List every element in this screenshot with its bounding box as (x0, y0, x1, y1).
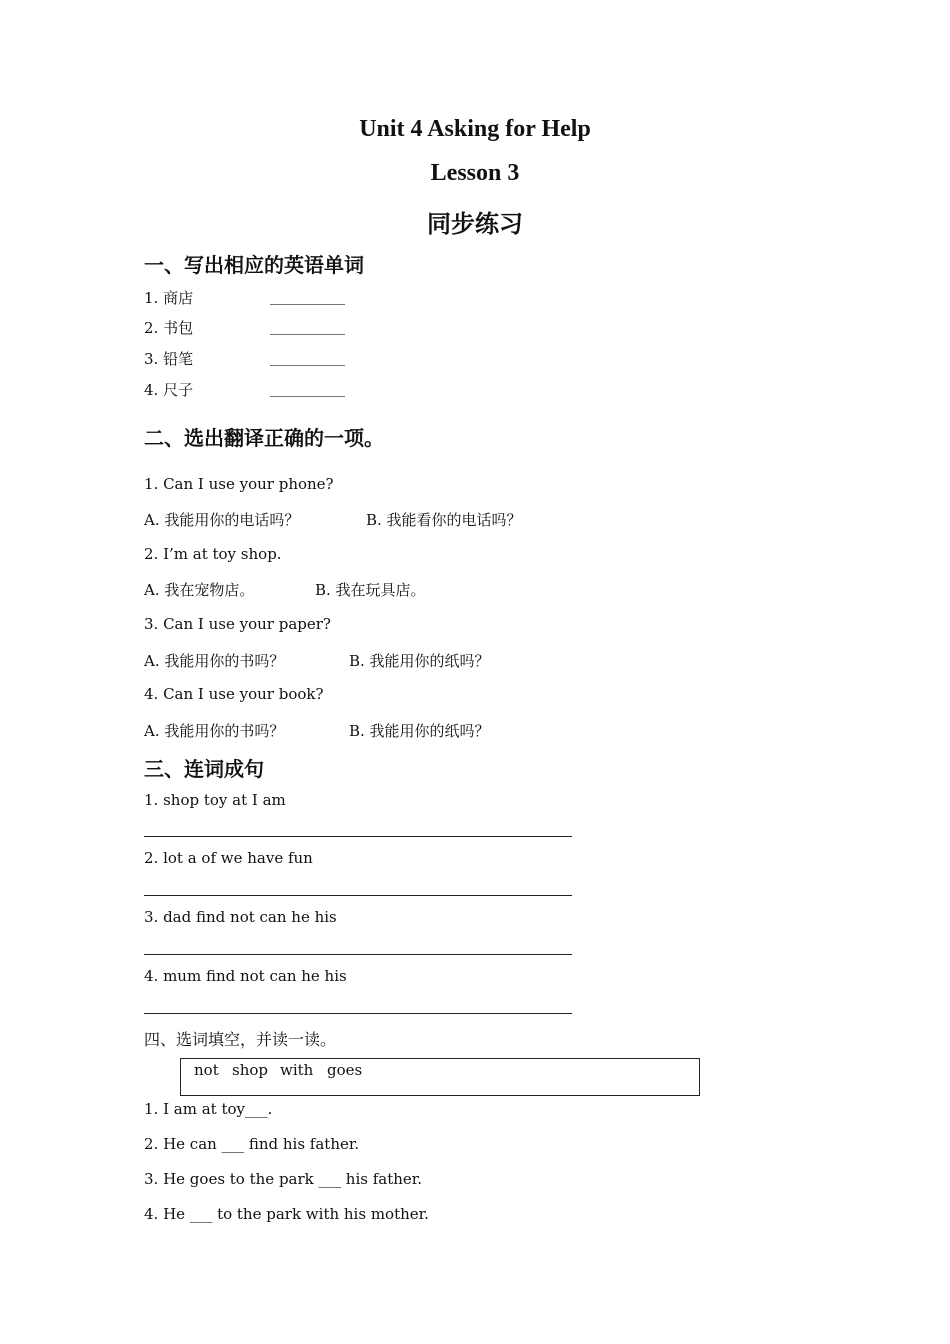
section2-heading: 二、选出翻译正确的一项。 (144, 426, 384, 450)
section4-item: 4. He ___ to the park with his mother. (144, 1205, 429, 1223)
section1-item-label: 4. 尺子 (144, 381, 194, 399)
section2-option-b[interactable]: B. 我能用你的纸吗？ (349, 652, 490, 670)
section3-item: 2. lot a of we have fun (144, 849, 313, 867)
section2-question: 2. I’m at toy shop. (144, 545, 282, 563)
section1-item-blank[interactable]: __________ (270, 348, 345, 366)
section1-item-label: 3. 铅笔 (144, 350, 194, 368)
section2-option-a[interactable]: A. 我能用你的电话吗？ (144, 511, 300, 529)
answer-line[interactable] (144, 1013, 572, 1014)
section4-item: 3. He goes to the park ___ his father. (144, 1170, 423, 1188)
section4-heading: 四、选词填空，并读一读。 (144, 1030, 337, 1049)
section1-item-label: 2. 书包 (144, 319, 194, 337)
section1-item-blank[interactable]: __________ (270, 287, 345, 305)
section3-item: 4. mum find not can he his (144, 967, 347, 985)
word-bank-word: goes (327, 1061, 363, 1079)
section3-heading: 三、连词成句 (144, 757, 264, 781)
section2-question: 4. Can I use your book? (144, 685, 324, 703)
section2-question: 1. Can I use your phone? (144, 475, 334, 493)
section2-option-a[interactable]: A. 我在宠物店。 (144, 581, 255, 599)
worksheet-subtitle: 同步练习 (427, 210, 523, 238)
section1-item-label: 1. 商店 (144, 289, 194, 307)
page-title: Unit 4 Asking for Help (359, 116, 591, 142)
section2-option-a[interactable]: A. 我能用你的书吗？ (144, 652, 285, 670)
section3-item: 1. shop toy at I am (144, 791, 286, 809)
section4-item: 1. I am at toy___. (144, 1100, 273, 1118)
section1-item-blank[interactable]: __________ (270, 317, 345, 335)
section2-option-b[interactable]: B. 我能看你的电话吗？ (366, 511, 522, 529)
section2-option-b[interactable]: B. 我在玩具店。 (315, 581, 426, 599)
section2-option-b[interactable]: B. 我能用你的纸吗？ (349, 722, 490, 740)
word-bank-word: shop (232, 1061, 268, 1079)
word-bank-box (180, 1058, 700, 1096)
section4-item: 2. He can ___ find his father. (144, 1135, 360, 1153)
answer-line[interactable] (144, 836, 572, 837)
section1-item-blank[interactable]: __________ (270, 379, 345, 397)
word-bank-word: with (280, 1061, 314, 1079)
section3-item: 3. dad find not can he his (144, 908, 337, 926)
section1-heading: 一、写出相应的英语单词 (144, 253, 364, 277)
lesson-title: Lesson 3 (430, 160, 520, 186)
section2-option-a[interactable]: A. 我能用你的书吗？ (144, 722, 285, 740)
word-bank-word: not (194, 1061, 219, 1079)
section2-question: 3. Can I use your paper? (144, 615, 331, 633)
answer-line[interactable] (144, 954, 572, 955)
answer-line[interactable] (144, 895, 572, 896)
